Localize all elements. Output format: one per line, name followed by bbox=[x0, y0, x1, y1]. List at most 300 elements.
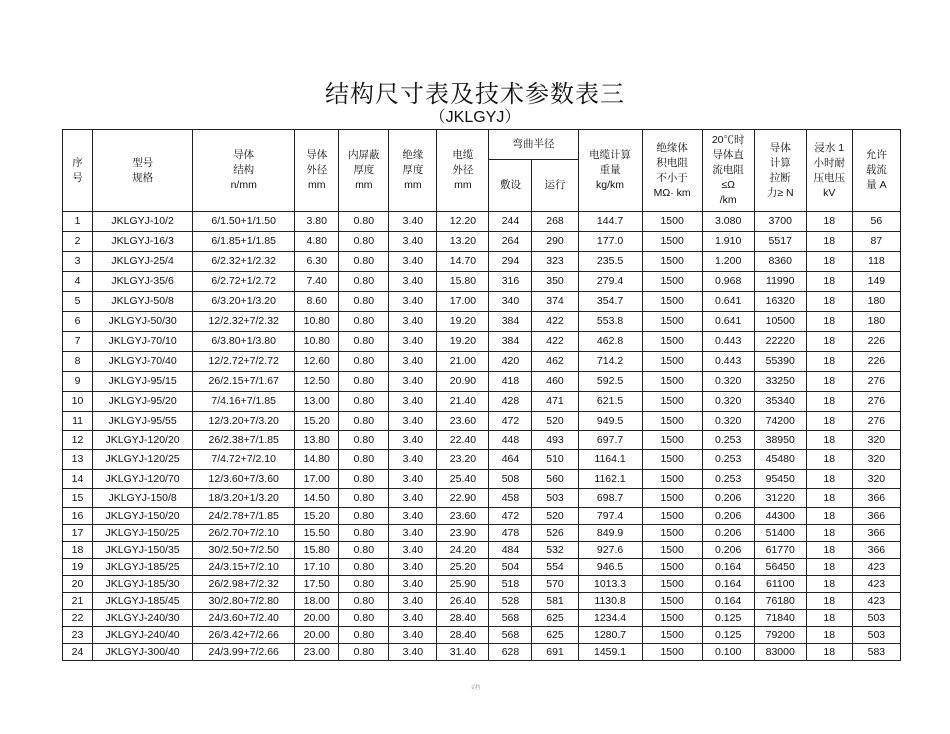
table-row bbox=[63, 610, 901, 627]
table-cell: 323 bbox=[532, 252, 578, 272]
table-cell: 12.20 bbox=[437, 212, 489, 232]
table-cell: 21 bbox=[63, 593, 93, 610]
table-cell: JKLGYJ-120/70 bbox=[93, 470, 193, 489]
table-cell: JKLGYJ-50/8 bbox=[93, 292, 193, 312]
table-cell: 714.2 bbox=[578, 352, 642, 372]
table-cell: 25.40 bbox=[437, 470, 489, 489]
header-line: 积电阻 bbox=[656, 156, 688, 169]
table-row bbox=[63, 450, 901, 470]
table-cell: 4.80 bbox=[295, 232, 339, 252]
table-cell: 10.80 bbox=[295, 312, 339, 332]
table-cell: 11990 bbox=[754, 272, 806, 292]
table-cell: 3.40 bbox=[389, 450, 437, 470]
table-cell: 17.00 bbox=[295, 470, 339, 489]
table-cell: 12 bbox=[63, 431, 93, 450]
table-cell: 118 bbox=[852, 252, 900, 272]
header-conductor bbox=[193, 130, 295, 212]
table-cell: 1500 bbox=[642, 489, 702, 508]
table-row bbox=[63, 627, 901, 644]
table-cell: 226 bbox=[852, 352, 900, 372]
page-subtitle: （JKLGYJ） bbox=[429, 109, 521, 126]
table-cell: 0.641 bbox=[702, 292, 754, 312]
table-cell: 0.206 bbox=[702, 508, 754, 525]
table-cell: 528 bbox=[489, 593, 532, 610]
table-row bbox=[63, 508, 901, 525]
table-cell: 422 bbox=[532, 312, 578, 332]
table-cell: JKLGYJ-240/40 bbox=[93, 627, 193, 644]
table-cell: 13 bbox=[63, 450, 93, 470]
table-cell: 493 bbox=[532, 431, 578, 450]
header-bend-run: 运行 bbox=[532, 160, 578, 212]
table-row bbox=[63, 292, 901, 312]
table-cell: 8 bbox=[63, 352, 93, 372]
table-cell: 61100 bbox=[754, 576, 806, 593]
table-cell: 3.40 bbox=[389, 489, 437, 508]
table-cell: 13.20 bbox=[437, 232, 489, 252]
table-cell: 18 bbox=[806, 412, 852, 431]
table-cell: 6/1.85+1/1.85 bbox=[193, 232, 295, 252]
header-line: ≤Ω bbox=[721, 179, 735, 191]
table-cell: 6/1.50+1/1.50 bbox=[193, 212, 295, 232]
table-cell: 14.80 bbox=[295, 450, 339, 470]
table-cell: 1500 bbox=[642, 470, 702, 489]
table-cell: 320 bbox=[852, 470, 900, 489]
table-cell: 581 bbox=[532, 593, 578, 610]
table-cell: 12.50 bbox=[295, 372, 339, 392]
table-cell: 10.80 bbox=[295, 332, 339, 352]
table-cell: 3.40 bbox=[389, 332, 437, 352]
table-cell: 0.80 bbox=[339, 542, 389, 559]
table-cell: 1500 bbox=[642, 352, 702, 372]
table-row bbox=[63, 392, 901, 412]
table-row bbox=[63, 559, 901, 576]
table-cell: 18 bbox=[806, 508, 852, 525]
table-row bbox=[63, 412, 901, 431]
header-line: 载流 bbox=[865, 164, 887, 176]
table-row bbox=[63, 372, 901, 392]
table-cell: 4 bbox=[63, 272, 93, 292]
table-cell: 18 bbox=[806, 559, 852, 576]
table-cell: 19.20 bbox=[437, 312, 489, 332]
table-cell: 0.80 bbox=[339, 450, 389, 470]
table-cell: 0.641 bbox=[702, 312, 754, 332]
table-cell: 1.200 bbox=[702, 252, 754, 272]
table-cell: 28.40 bbox=[437, 610, 489, 627]
table-cell: 0.443 bbox=[702, 352, 754, 372]
table-cell: 3.40 bbox=[389, 627, 437, 644]
table-cell: 0.968 bbox=[702, 272, 754, 292]
table-cell: 13.80 bbox=[295, 431, 339, 450]
header-line: 电缆 bbox=[452, 149, 474, 161]
table-row bbox=[63, 232, 901, 252]
table-cell: 0.253 bbox=[702, 450, 754, 470]
table-cell: 23.00 bbox=[295, 644, 339, 661]
table-cell: 1500 bbox=[642, 559, 702, 576]
table-cell: 0.320 bbox=[702, 372, 754, 392]
table-cell: 366 bbox=[852, 542, 900, 559]
table-cell: JKLGYJ-120/25 bbox=[93, 450, 193, 470]
table-cell: 366 bbox=[852, 525, 900, 542]
table-cell: 23 bbox=[63, 627, 93, 644]
table-row bbox=[63, 212, 901, 232]
table-cell: 464 bbox=[489, 450, 532, 470]
table-cell: 226 bbox=[852, 332, 900, 352]
table-row bbox=[63, 431, 901, 450]
table-cell: 21.00 bbox=[437, 352, 489, 372]
table-cell: 462 bbox=[532, 352, 578, 372]
table-cell: 3.40 bbox=[389, 576, 437, 593]
table-cell: 8360 bbox=[754, 252, 806, 272]
table-cell: 0.80 bbox=[339, 559, 389, 576]
header-line: 允许 bbox=[865, 149, 887, 161]
header-conductor-od bbox=[295, 130, 339, 212]
table-cell: 1013.3 bbox=[578, 576, 642, 593]
table-cell: 0.80 bbox=[339, 508, 389, 525]
table-cell: 279.4 bbox=[578, 272, 642, 292]
table-cell: 1500 bbox=[642, 252, 702, 272]
header-line: 不小于 bbox=[656, 171, 688, 184]
table-cell: 0.80 bbox=[339, 392, 389, 412]
table-cell: 949.5 bbox=[578, 412, 642, 431]
header-line: 内屏蔽 bbox=[348, 149, 380, 161]
table-cell: 15 bbox=[63, 489, 93, 508]
table-cell: 17.50 bbox=[295, 576, 339, 593]
table-cell: 0.80 bbox=[339, 593, 389, 610]
table-cell: 25.90 bbox=[437, 576, 489, 593]
table-cell: 16320 bbox=[754, 292, 806, 312]
table-cell: 484 bbox=[489, 542, 532, 559]
header-voltage bbox=[806, 130, 852, 212]
table-cell: 16 bbox=[63, 508, 93, 525]
table-cell: 0.443 bbox=[702, 332, 754, 352]
table-cell: 422 bbox=[532, 332, 578, 352]
table-cell: 44300 bbox=[754, 508, 806, 525]
table-cell: 79200 bbox=[754, 627, 806, 644]
table-cell: 471 bbox=[532, 392, 578, 412]
table-cell: 0.80 bbox=[339, 352, 389, 372]
table-cell: 51400 bbox=[754, 525, 806, 542]
table-row bbox=[63, 576, 901, 593]
table-cell: 8.60 bbox=[295, 292, 339, 312]
header-line: 浸水 1 bbox=[814, 141, 845, 154]
table-cell: 350 bbox=[532, 272, 578, 292]
table-cell: 276 bbox=[852, 372, 900, 392]
header-tensile bbox=[754, 130, 806, 212]
header-line: 重量 bbox=[599, 164, 621, 176]
table-cell: 33250 bbox=[754, 372, 806, 392]
table-cell: 22.40 bbox=[437, 431, 489, 450]
table-cell: 7/4.72+7/2.10 bbox=[193, 450, 295, 470]
table-cell: 1234.4 bbox=[578, 610, 642, 627]
header-line: 外径 bbox=[306, 164, 328, 176]
table-cell: 20.90 bbox=[437, 372, 489, 392]
table-cell: 3.40 bbox=[389, 559, 437, 576]
table-cell: 56450 bbox=[754, 559, 806, 576]
page-footer: 文档 bbox=[469, 685, 480, 691]
table-cell: 0.80 bbox=[339, 312, 389, 332]
table-cell: 18 bbox=[806, 312, 852, 332]
table-cell: 460 bbox=[532, 372, 578, 392]
table-cell: 946.5 bbox=[578, 559, 642, 576]
table-row bbox=[63, 593, 901, 610]
table-row bbox=[63, 272, 901, 292]
table-cell: 0.320 bbox=[702, 392, 754, 412]
table-cell: 503 bbox=[532, 489, 578, 508]
table-cell: 12/3.60+7/3.60 bbox=[193, 470, 295, 489]
table-cell: 1500 bbox=[642, 627, 702, 644]
table-cell: 0.100 bbox=[702, 644, 754, 661]
table-cell: 320 bbox=[852, 431, 900, 450]
table-cell: JKLGYJ-185/45 bbox=[93, 593, 193, 610]
header-current bbox=[852, 130, 900, 212]
header-seq bbox=[63, 130, 93, 212]
table-cell: 384 bbox=[489, 312, 532, 332]
table-cell: 149 bbox=[852, 272, 900, 292]
table-cell: 520 bbox=[532, 412, 578, 431]
table-cell: 0.80 bbox=[339, 431, 389, 450]
table-cell: 31220 bbox=[754, 489, 806, 508]
table-cell: 22220 bbox=[754, 332, 806, 352]
table-cell: 95450 bbox=[754, 470, 806, 489]
table-cell: 3.40 bbox=[389, 470, 437, 489]
table-cell: 418 bbox=[489, 372, 532, 392]
table-cell: 568 bbox=[489, 627, 532, 644]
table-cell: JKLGYJ-70/10 bbox=[93, 332, 193, 352]
table-cell: 18 bbox=[63, 542, 93, 559]
table-cell: 0.80 bbox=[339, 272, 389, 292]
table-cell: 0.80 bbox=[339, 489, 389, 508]
table-cell: 18 bbox=[806, 470, 852, 489]
table-cell: 25.20 bbox=[437, 559, 489, 576]
table-cell: 3.40 bbox=[389, 212, 437, 232]
header-line: mm bbox=[308, 179, 326, 191]
table-cell: 503 bbox=[852, 627, 900, 644]
table-cell: JKLGYJ-16/3 bbox=[93, 232, 193, 252]
table-cell: 0.80 bbox=[339, 627, 389, 644]
page-title: 结构尺寸表及技术参数表三 bbox=[325, 80, 625, 108]
table-cell: 1164.1 bbox=[578, 450, 642, 470]
table-cell: 11 bbox=[63, 412, 93, 431]
header-weight bbox=[578, 130, 642, 212]
table-cell: 625 bbox=[532, 610, 578, 627]
table-cell: 18 bbox=[806, 525, 852, 542]
table-cell: 0.125 bbox=[702, 610, 754, 627]
table-cell: 0.80 bbox=[339, 332, 389, 352]
header-line: 外径 bbox=[452, 164, 474, 176]
table-cell: 366 bbox=[852, 489, 900, 508]
table-cell: 6/3.20+1/3.20 bbox=[193, 292, 295, 312]
table-cell: 74200 bbox=[754, 412, 806, 431]
table-cell: 526 bbox=[532, 525, 578, 542]
table-cell: 20.00 bbox=[295, 610, 339, 627]
table-cell: 15.20 bbox=[295, 508, 339, 525]
table-cell: 10 bbox=[63, 392, 93, 412]
table-cell: JKLGYJ-95/55 bbox=[93, 412, 193, 431]
table-cell: 18 bbox=[806, 644, 852, 661]
table-cell: 0.253 bbox=[702, 431, 754, 450]
table-cell: 18 bbox=[806, 431, 852, 450]
table-cell: JKLGYJ-300/40 bbox=[93, 644, 193, 661]
table-cell: 1500 bbox=[642, 272, 702, 292]
table-cell: 3.80 bbox=[295, 212, 339, 232]
header-line: 20℃时 bbox=[711, 134, 745, 146]
table-cell: 625 bbox=[532, 627, 578, 644]
table-cell: 697.7 bbox=[578, 431, 642, 450]
table-cell: 428 bbox=[489, 392, 532, 412]
table-cell: 24/3.99+7/2.66 bbox=[193, 644, 295, 661]
header-line: mm bbox=[404, 179, 422, 191]
table-cell: 15.20 bbox=[295, 412, 339, 431]
header-line: 序 bbox=[72, 156, 83, 169]
table-row bbox=[63, 525, 901, 542]
table-cell: 0.80 bbox=[339, 470, 389, 489]
table-cell: JKLGYJ-185/25 bbox=[93, 559, 193, 576]
table-cell: 17 bbox=[63, 525, 93, 542]
table-cell: 26/2.70+7/2.10 bbox=[193, 525, 295, 542]
table-cell: 0.206 bbox=[702, 525, 754, 542]
table-cell: 17.10 bbox=[295, 559, 339, 576]
table-cell: 19.20 bbox=[437, 332, 489, 352]
table-cell: 18/3.20+1/3.20 bbox=[193, 489, 295, 508]
table-row bbox=[63, 542, 901, 559]
table-row bbox=[63, 332, 901, 352]
header-insulation bbox=[389, 130, 437, 212]
table-cell: 1500 bbox=[642, 392, 702, 412]
table-cell: 71840 bbox=[754, 610, 806, 627]
table-cell: 26/2.38+7/1.85 bbox=[193, 431, 295, 450]
header-line: 绝缘 bbox=[402, 149, 424, 161]
table-cell: 320 bbox=[852, 450, 900, 470]
header-line: 电缆计算 bbox=[589, 149, 632, 161]
table-cell: 18 bbox=[806, 392, 852, 412]
table-cell: 18 bbox=[806, 489, 852, 508]
table-cell: 28.40 bbox=[437, 627, 489, 644]
header-line: 厚度 bbox=[353, 164, 375, 176]
table-cell: 1280.7 bbox=[578, 627, 642, 644]
table-cell: 448 bbox=[489, 431, 532, 450]
table-cell: JKLGYJ-35/6 bbox=[93, 272, 193, 292]
table-cell: 3.40 bbox=[389, 593, 437, 610]
table-cell: 7/4.16+7/1.85 bbox=[193, 392, 295, 412]
table-cell: 849.9 bbox=[578, 525, 642, 542]
table-cell: 15.80 bbox=[295, 542, 339, 559]
table-cell: 23.60 bbox=[437, 412, 489, 431]
header-line: MΩ· km bbox=[653, 186, 691, 199]
table-cell: 19 bbox=[63, 559, 93, 576]
table-cell: 20.00 bbox=[295, 627, 339, 644]
header-line: 导体直 bbox=[712, 149, 744, 161]
table-cell: 35340 bbox=[754, 392, 806, 412]
table-cell: 0.206 bbox=[702, 489, 754, 508]
table-cell: 3.40 bbox=[389, 412, 437, 431]
table-cell: 30/2.50+7/2.50 bbox=[193, 542, 295, 559]
table-cell: 6.30 bbox=[295, 252, 339, 272]
table-cell: 18 bbox=[806, 212, 852, 232]
header-ins-resistance bbox=[642, 130, 702, 212]
table-cell: 508 bbox=[489, 470, 532, 489]
table-cell: 290 bbox=[532, 232, 578, 252]
header-model bbox=[93, 130, 193, 212]
table-cell: 560 bbox=[532, 470, 578, 489]
table-cell: JKLGYJ-150/8 bbox=[93, 489, 193, 508]
table-cell: 6/2.32+1/2.32 bbox=[193, 252, 295, 272]
table-cell: 177.0 bbox=[578, 232, 642, 252]
table-cell: JKLGYJ-185/30 bbox=[93, 576, 193, 593]
table-cell: JKLGYJ-50/30 bbox=[93, 312, 193, 332]
table-row bbox=[63, 352, 901, 372]
table-cell: JKLGYJ-150/35 bbox=[93, 542, 193, 559]
header-line: 力≥ N bbox=[766, 186, 794, 199]
table-cell: 691 bbox=[532, 644, 578, 661]
table-cell: 3.40 bbox=[389, 610, 437, 627]
table-cell: 56 bbox=[852, 212, 900, 232]
header-line: 厚度 bbox=[402, 164, 424, 176]
table-cell: 1500 bbox=[642, 525, 702, 542]
table-cell: 3.40 bbox=[389, 252, 437, 272]
table-cell: 18 bbox=[806, 576, 852, 593]
table-cell: 0.206 bbox=[702, 542, 754, 559]
table-cell: 3.40 bbox=[389, 431, 437, 450]
table-cell: 0.80 bbox=[339, 610, 389, 627]
header-line: kV bbox=[823, 186, 836, 199]
table-cell: 24/3.15+7/2.10 bbox=[193, 559, 295, 576]
table-cell: 3700 bbox=[754, 212, 806, 232]
table-cell: 3.40 bbox=[389, 232, 437, 252]
table-cell: 510 bbox=[532, 450, 578, 470]
table-cell: 3 bbox=[63, 252, 93, 272]
table-cell: 340 bbox=[489, 292, 532, 312]
table-cell: 7 bbox=[63, 332, 93, 352]
header-line: 型号 bbox=[132, 156, 154, 169]
table-cell: 3.40 bbox=[389, 508, 437, 525]
table-cell: 18 bbox=[806, 450, 852, 470]
table-cell: 12/3.20+7/3.20 bbox=[193, 412, 295, 431]
table-cell: 1500 bbox=[642, 232, 702, 252]
table-cell: 6/2.72+1/2.72 bbox=[193, 272, 295, 292]
table-cell: 18 bbox=[806, 542, 852, 559]
header-line: 导体 bbox=[306, 149, 328, 161]
table-cell: 14.70 bbox=[437, 252, 489, 272]
table-cell: 18 bbox=[806, 593, 852, 610]
table-cell: 1500 bbox=[642, 431, 702, 450]
table-cell: 276 bbox=[852, 412, 900, 431]
table-cell: 61770 bbox=[754, 542, 806, 559]
header-bend-radius: 弯曲半径 bbox=[489, 130, 578, 160]
table-cell: 1 bbox=[63, 212, 93, 232]
table-cell: 2 bbox=[63, 232, 93, 252]
table-row bbox=[63, 252, 901, 272]
table-cell: 0.80 bbox=[339, 232, 389, 252]
table-cell: 472 bbox=[489, 412, 532, 431]
table-cell: 15.50 bbox=[295, 525, 339, 542]
table-cell: 420 bbox=[489, 352, 532, 372]
header-line: mm bbox=[355, 179, 373, 191]
table-cell: 12.60 bbox=[295, 352, 339, 372]
table-cell: 3.40 bbox=[389, 292, 437, 312]
table-cell: 628 bbox=[489, 644, 532, 661]
table-cell: 5 bbox=[63, 292, 93, 312]
table-cell: 520 bbox=[532, 508, 578, 525]
table-cell: 180 bbox=[852, 292, 900, 312]
table-cell: 55390 bbox=[754, 352, 806, 372]
table-cell: 0.80 bbox=[339, 212, 389, 232]
table-cell: 478 bbox=[489, 525, 532, 542]
table-cell: JKLGYJ-10/2 bbox=[93, 212, 193, 232]
table-cell: 180 bbox=[852, 312, 900, 332]
header-line: 拉断 bbox=[769, 171, 791, 184]
table-cell: 1500 bbox=[642, 644, 702, 661]
table-cell: 22.90 bbox=[437, 489, 489, 508]
